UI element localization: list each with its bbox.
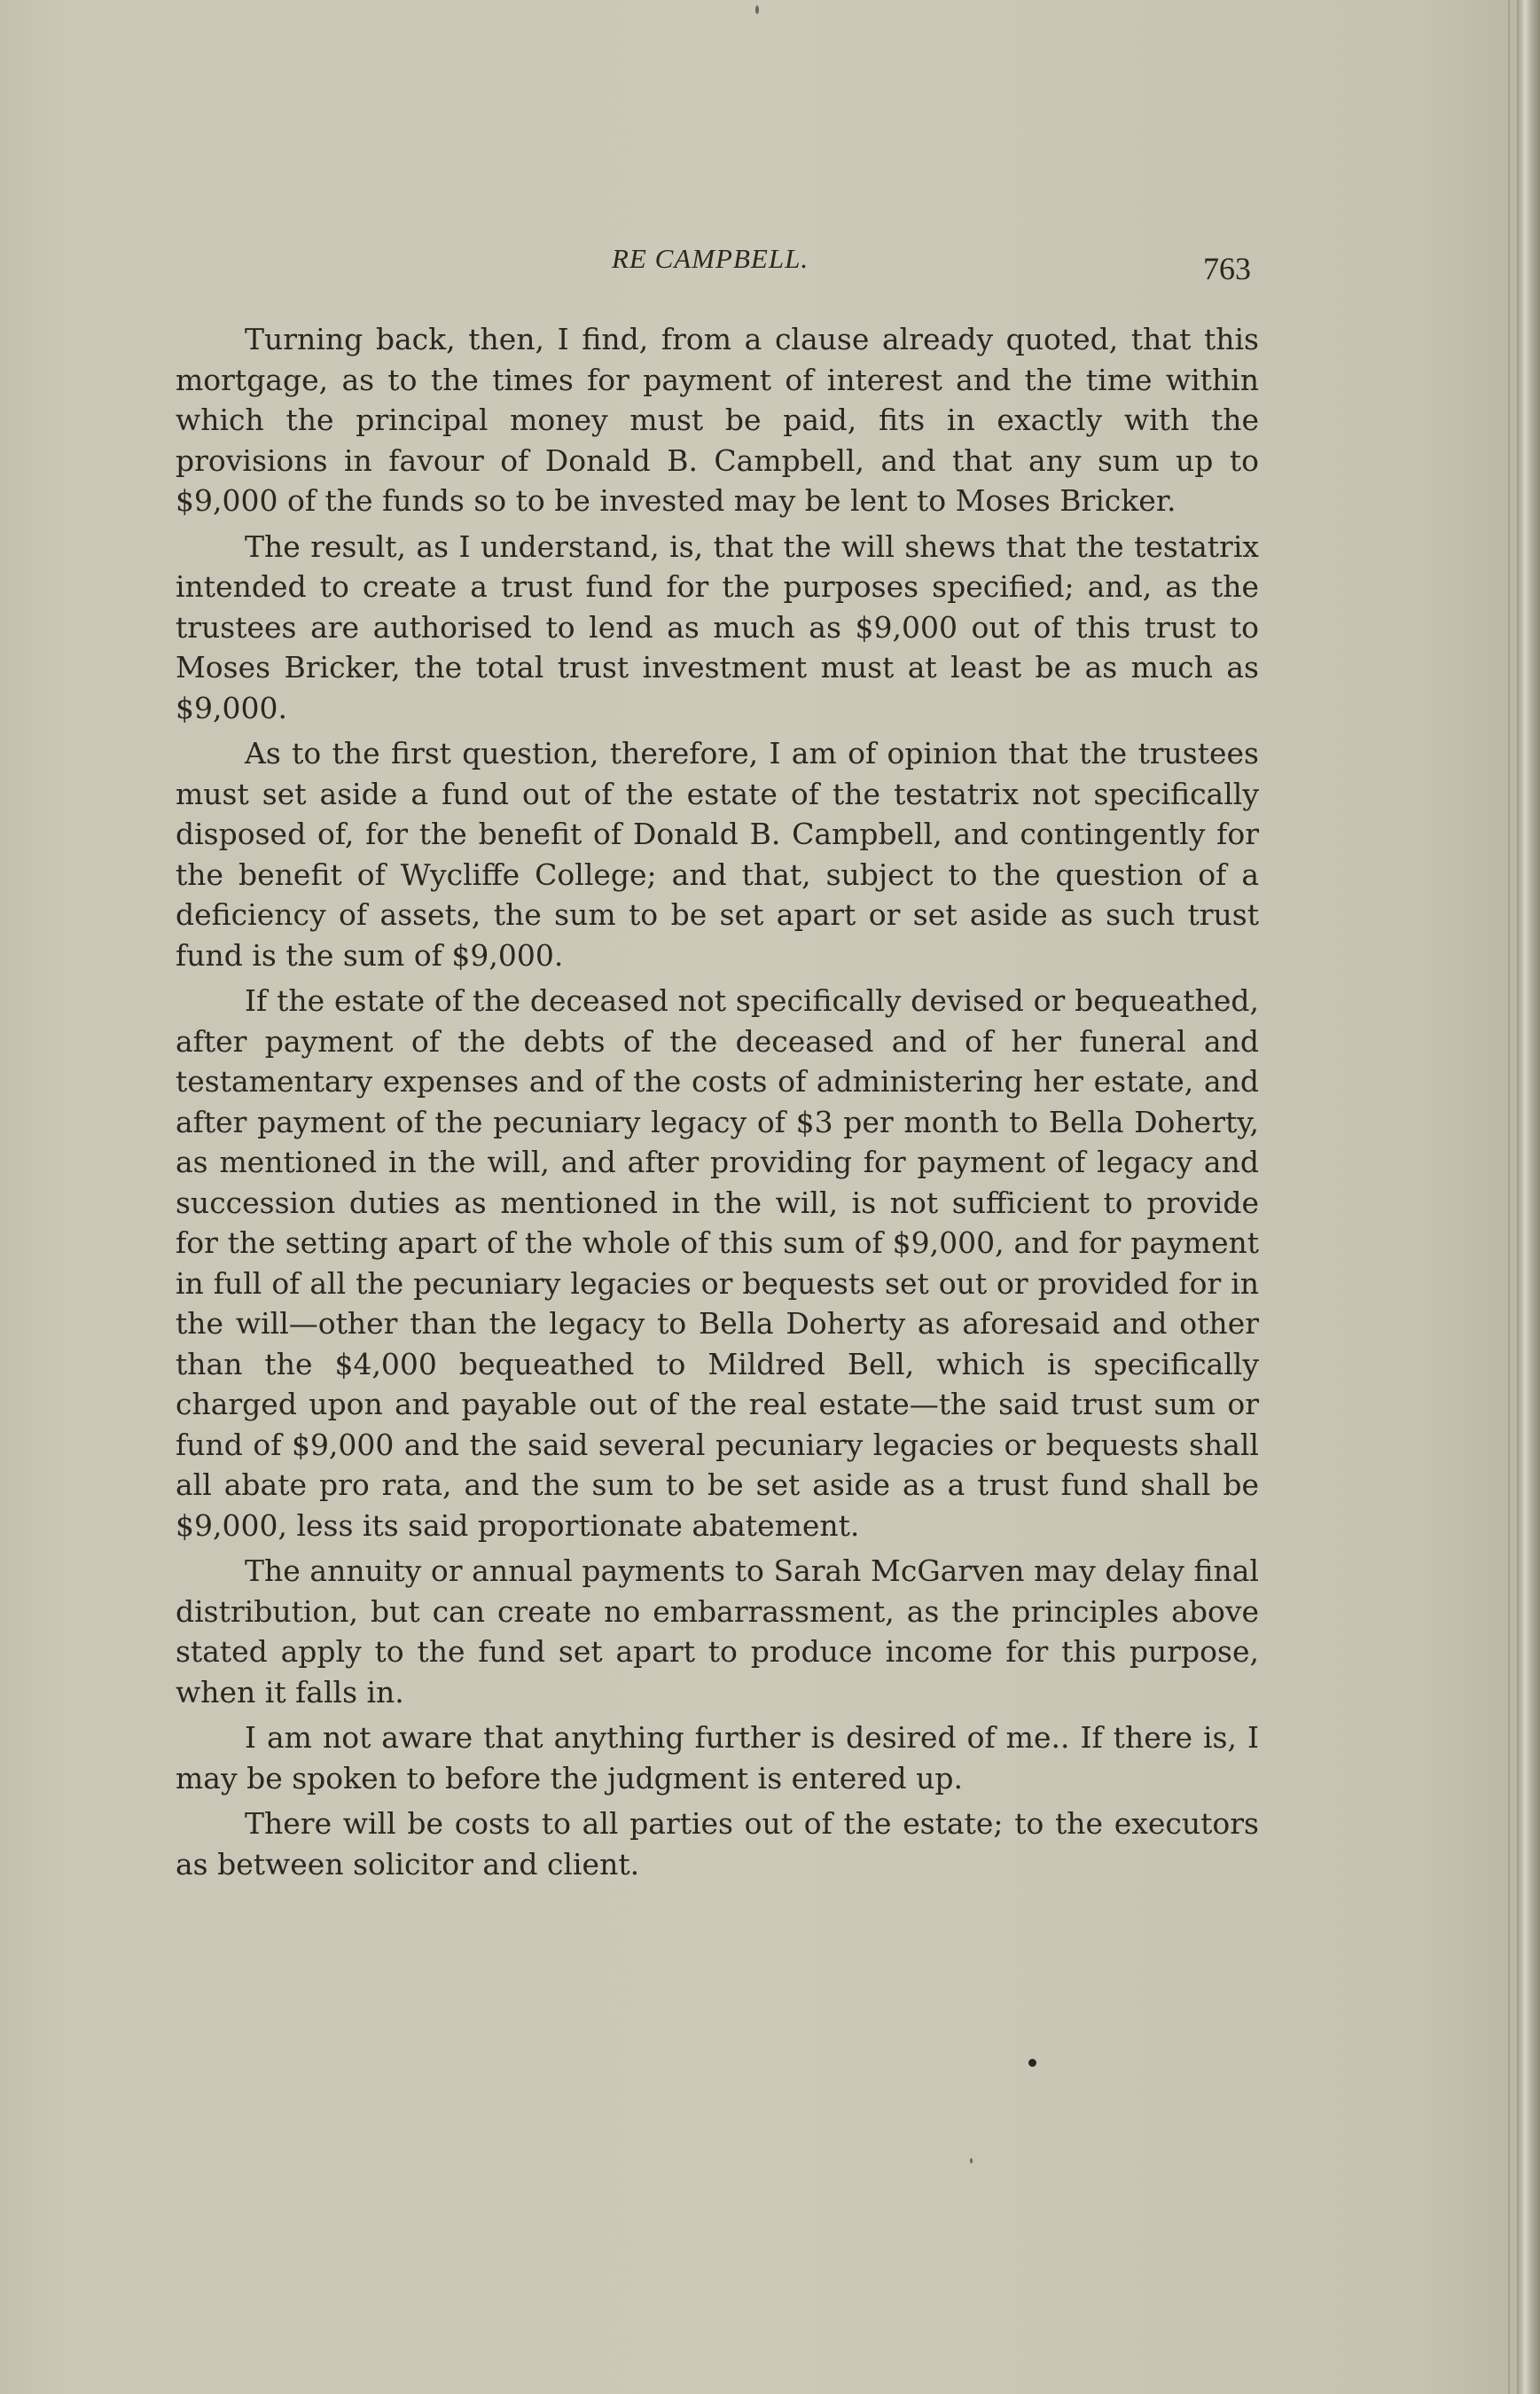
paragraph: There will be costs to all parties out of the estate; to the executors as between solicitor and client.	[176, 1806, 1259, 1882]
page-number: 763	[1203, 251, 1251, 286]
speck-mark	[970, 2158, 973, 2163]
paragraph: The result, as I understand, is, that the will shews that the testatrix intended to create a trust fund for the purposes specified; and, as the trustees are authorised to lend as much as $9,000 out of this trust to Moses Bricker, the total trust investment must at least be as much as $9,000.	[176, 528, 1259, 725]
body-text	[176, 319, 1259, 1889]
paragraph: Turning back, then, I find, from a clause already quoted, that this mortgage, as to the times for payment of interest and the time within which the principal money must be paid, fits in exactly with the provisions in favour of Donald B. Campbell, and that any sum up to $9,000 of the funds so to be invested may be lent to Moses Bricker.	[176, 322, 1259, 518]
paragraph: If the estate of the deceased not specifically devised or bequeathed, after payment of the debts of the deceased and of her funeral and testamentary expenses and of the costs of administering her estate, and after payment of the pecuniary legacy of $3 per month to Bella Doherty, as mentioned in the will, and after providing for payment of legacy and succession duties as mentioned in the will, is not sufficient to provide for the setting apart of the whole of this sum of $9,000, and for payment in full of all the pecuniary legacies or bequests set out or provided for in the will—other than the legacy to Bella Doherty as aforesaid and other than the $4,000 bequeathed to Mildred Bell, which is specifically charged upon and payable out of the real estate—the said trust sum or fund of $9,000 and the said several pecuniary legacies or bequests shall all abate pro rata, and the sum to be set aside as a trust fund shall be $9,000, less its said proportionate abatement.	[176, 983, 1259, 1543]
running-head: RE CAMPBELL.	[612, 243, 809, 274]
end-dot	[1028, 2059, 1036, 2067]
page-header	[0, 238, 1540, 291]
speck-mark	[755, 5, 759, 14]
page-edge	[1517, 0, 1540, 2394]
paragraph: I am not aware that anything further is desired of me.. If there is, I may be spoken to before the judgment is entered up.	[176, 1720, 1259, 1796]
paragraph: As to the first question, therefore, I am of opinion that the trustees must set aside a fund out of the estate of the testatrix not specifically disposed of, for the benefit of Donald B. Campbell, and contingently for the benefit of Wycliffe College; and that, subject to the question of a deficiency of assets, the sum to be set apart or set aside as such trust fund is the sum of $9,000.	[176, 736, 1259, 973]
paragraph: The annuity or annual payments to Sarah McGarven may delay final distribution, but can create no embarrassment, as the principles above stated apply to the fund set apart to produce income for this purpose, when it falls in.	[176, 1553, 1259, 1709]
page-edge-shadow	[1508, 0, 1510, 2394]
